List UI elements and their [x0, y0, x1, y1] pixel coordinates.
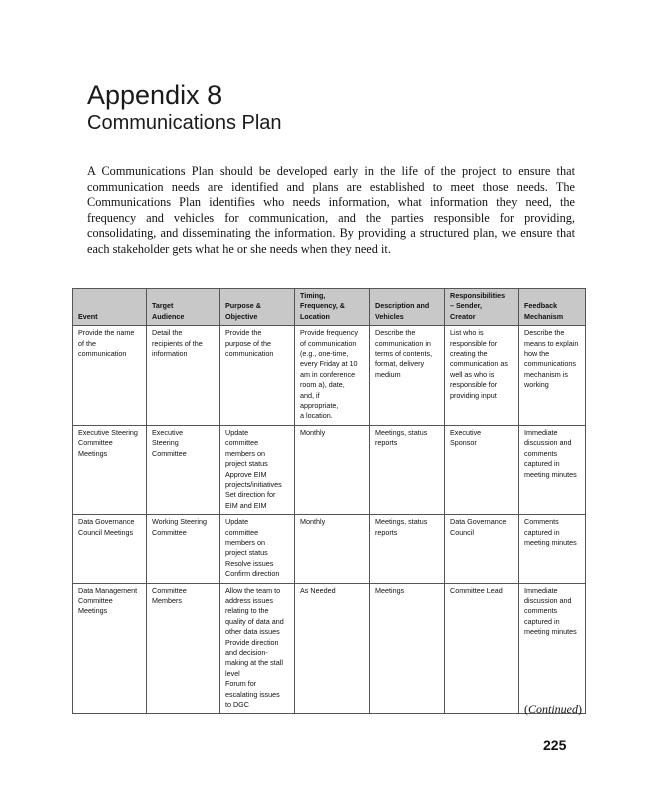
table-cell — [220, 583, 295, 714]
cell-line: Meetings, status — [375, 427, 428, 437]
cell-line: Meetings — [375, 585, 405, 595]
cell-line: reports — [375, 527, 398, 537]
cell-line: Update — [225, 517, 249, 527]
header-responsibilities — [445, 289, 519, 326]
table-cell — [147, 583, 220, 714]
cell-line: and, if — [300, 390, 320, 400]
cell-line: Provide direction — [225, 637, 279, 647]
header-line: Responsibilities — [450, 291, 506, 300]
table-row — [73, 326, 586, 426]
cell-line: Provide the name — [78, 328, 135, 338]
cell-line: committee — [225, 527, 259, 537]
cell-line: Data Governance — [78, 517, 135, 527]
table-cell — [519, 425, 586, 514]
cell-line: captured in — [524, 527, 560, 537]
table-cell — [445, 326, 519, 426]
cell-line: and decision- — [225, 648, 268, 657]
cell-line: responsible for — [450, 380, 498, 390]
cell-line: Immediate — [524, 427, 558, 437]
table-cell — [370, 425, 445, 514]
cell-line: captured in — [524, 459, 560, 469]
appendix-subtitle: Communications Plan — [87, 112, 282, 134]
table-cell — [73, 425, 147, 514]
header-line: Vehicles — [375, 311, 404, 321]
cell-line: providing input — [450, 390, 497, 400]
table-cell — [519, 515, 586, 583]
cell-line: Confirm direction — [225, 569, 280, 579]
cell-line: reports — [375, 438, 398, 448]
cell-line: Set direction for — [225, 490, 276, 500]
header-line: Frequency, & — [300, 301, 345, 311]
table-cell — [73, 583, 147, 714]
cell-line: Steering — [152, 438, 179, 448]
cell-line: Committee — [152, 527, 187, 537]
table-cell — [147, 326, 220, 426]
cell-line: projects/initiatives — [225, 479, 282, 489]
header-line: Feedback — [524, 301, 558, 311]
cell-line: (e.g., one-time, — [300, 349, 349, 359]
cell-line: Executive Steering — [78, 427, 138, 437]
cell-line: medium — [375, 369, 401, 379]
cell-line: creating the — [450, 349, 488, 359]
cell-line: mechanism is — [524, 369, 568, 379]
cell-line: Describe the — [375, 328, 416, 338]
cell-line: Monthly — [300, 517, 326, 527]
cell-line: communications — [524, 359, 576, 369]
cell-line: communication as — [450, 359, 508, 369]
cell-line: Describe the — [524, 328, 565, 338]
header-description-vehicles — [370, 289, 445, 326]
cell-line: Working Steering — [152, 517, 207, 527]
cell-line: captured in — [524, 616, 560, 626]
cell-line: List who is — [450, 328, 484, 338]
cell-line: means to explain — [524, 338, 579, 348]
cell-line: Executive — [152, 427, 184, 437]
cell-line: relating to the — [225, 606, 269, 616]
cell-line: how the — [524, 349, 550, 359]
header-line: Event — [78, 311, 98, 321]
cell-line: Detail the — [152, 328, 183, 338]
cell-line: other data issues — [225, 627, 280, 637]
cell-line: Data Governance — [450, 517, 507, 527]
cell-line: a location. — [300, 411, 333, 421]
table-row — [73, 583, 586, 714]
header-line: Location — [300, 311, 330, 321]
table-cell — [295, 515, 370, 583]
cell-line: well as who is — [450, 369, 495, 379]
header-event — [73, 289, 147, 326]
page-number: 225 — [543, 737, 567, 753]
cell-line: meeting minutes — [524, 469, 577, 479]
table-row — [73, 515, 586, 583]
table-cell — [147, 515, 220, 583]
cell-line: Update — [225, 427, 249, 437]
cell-line: Executive — [450, 427, 482, 437]
cell-line: Committee — [152, 448, 187, 458]
cell-line: appropriate, — [300, 401, 339, 411]
table-cell — [445, 425, 519, 514]
header-line: Creator — [450, 311, 476, 321]
cell-line: terms of contents, — [375, 349, 433, 359]
table-header-row — [73, 289, 586, 326]
cell-line: comments — [524, 606, 558, 616]
cell-line: Data Management — [78, 585, 138, 595]
cell-line: responsible for — [450, 338, 498, 348]
cell-line: Provide the — [225, 328, 262, 338]
cell-line: EIM and EIM — [225, 500, 267, 510]
appendix-title: Appendix 8 — [87, 80, 223, 110]
cell-line: working — [524, 380, 549, 390]
cell-line: information — [152, 349, 188, 359]
header-feedback-mechanism — [519, 289, 586, 326]
header-line: Mechanism — [524, 311, 564, 321]
cell-line: Committee — [78, 438, 113, 448]
cell-line: escalating issues — [225, 689, 280, 699]
header-line: – Sender, — [450, 301, 482, 311]
header-target-audience — [147, 289, 220, 326]
cell-line: Meetings — [78, 448, 108, 458]
cell-line: Meetings, status — [375, 517, 428, 527]
header-timing-frequency-location — [295, 289, 370, 326]
cell-line: purpose of the — [225, 338, 271, 348]
cell-line: meeting minutes — [524, 537, 577, 547]
cell-line: of communication — [300, 338, 357, 348]
table-cell — [445, 583, 519, 714]
cell-line: Monthly — [300, 427, 326, 437]
cell-line: of the — [78, 338, 96, 348]
table-cell — [147, 425, 220, 514]
table-cell — [295, 583, 370, 714]
cell-line: Forum for — [225, 679, 257, 689]
table-cell — [295, 326, 370, 426]
cell-line: level — [225, 668, 240, 678]
table-cell — [220, 515, 295, 583]
cell-line: recipients of the — [152, 338, 203, 348]
table-cell — [73, 515, 147, 583]
cell-line: Meetings — [78, 606, 108, 616]
cell-line: room a), date, — [300, 380, 345, 390]
cell-line: address issues — [225, 595, 273, 605]
cell-line: Comments — [524, 517, 559, 527]
cell-line: Resolve issues — [225, 558, 274, 568]
cell-line: to DGC — [225, 700, 249, 710]
continued-note: (Continued) — [524, 702, 582, 716]
cell-line: Committee — [152, 585, 187, 595]
cell-line: Sponsor — [450, 438, 477, 448]
cell-line: meeting minutes — [524, 627, 577, 637]
table-cell — [519, 326, 586, 426]
cell-line: every Friday at 10 — [300, 359, 358, 369]
cell-line: communication — [78, 349, 127, 359]
table-cell — [295, 425, 370, 514]
table-body — [73, 326, 586, 714]
header-line: Audience — [152, 311, 185, 321]
cell-line: format, delivery — [375, 359, 425, 369]
cell-line: discussion and — [524, 438, 572, 448]
cell-line: members on — [225, 537, 265, 547]
header-line: Objective — [225, 311, 258, 321]
table-cell — [370, 515, 445, 583]
header-line: Target — [152, 301, 174, 311]
cell-line: Members — [152, 595, 182, 605]
table-cell — [370, 326, 445, 426]
cell-line: project status — [225, 459, 268, 469]
cell-line: Immediate — [524, 585, 558, 595]
cell-line: members on — [225, 448, 265, 458]
header-line: Timing, — [300, 291, 326, 300]
cell-line: communication — [225, 349, 274, 359]
table-cell — [220, 425, 295, 514]
table-cell — [519, 583, 586, 714]
table-cell — [73, 326, 147, 426]
cell-line: committee — [225, 438, 259, 448]
cell-line: Committee — [78, 595, 113, 605]
cell-line: making at the stall — [225, 658, 283, 668]
cell-line: Council — [450, 527, 474, 537]
table-cell — [370, 583, 445, 714]
header-line: Purpose & — [225, 301, 261, 311]
cell-line: discussion and — [524, 595, 572, 605]
cell-line: As Needed — [300, 585, 336, 595]
continued-label: Continued — [528, 702, 578, 716]
intro-paragraph: A Communications Plan should be developed early in the life of the project to ensure that communication needs are identified and plans are established to meet those needs. The Communications Plan identifies who needs information, what information they need, the frequency and vehicles for communication, and the parties responsible for providing, consolidating, and disseminating the information. By providing a structured plan, we ensure that each stakeholder gets what he or she needs when they need it. — [87, 164, 575, 256]
cell-line: Provide frequency — [300, 328, 358, 338]
header-line: Description and — [375, 301, 430, 311]
table-row — [73, 425, 586, 514]
cell-line: project status — [225, 548, 268, 558]
table-cell — [445, 515, 519, 583]
cell-line: Committee Lead — [450, 585, 503, 595]
cell-line: quality of data and — [225, 616, 284, 626]
cell-line: communication in — [375, 338, 431, 348]
cell-line: Council Meetings — [78, 527, 134, 537]
table-cell — [220, 326, 295, 426]
header-purpose-objective — [220, 289, 295, 326]
communications-plan-table — [72, 288, 586, 714]
cell-line: comments — [524, 448, 558, 458]
cell-line: Allow the team to — [225, 585, 281, 595]
cell-line: Approve EIM — [225, 469, 267, 479]
cell-line: am in conference — [300, 369, 356, 379]
